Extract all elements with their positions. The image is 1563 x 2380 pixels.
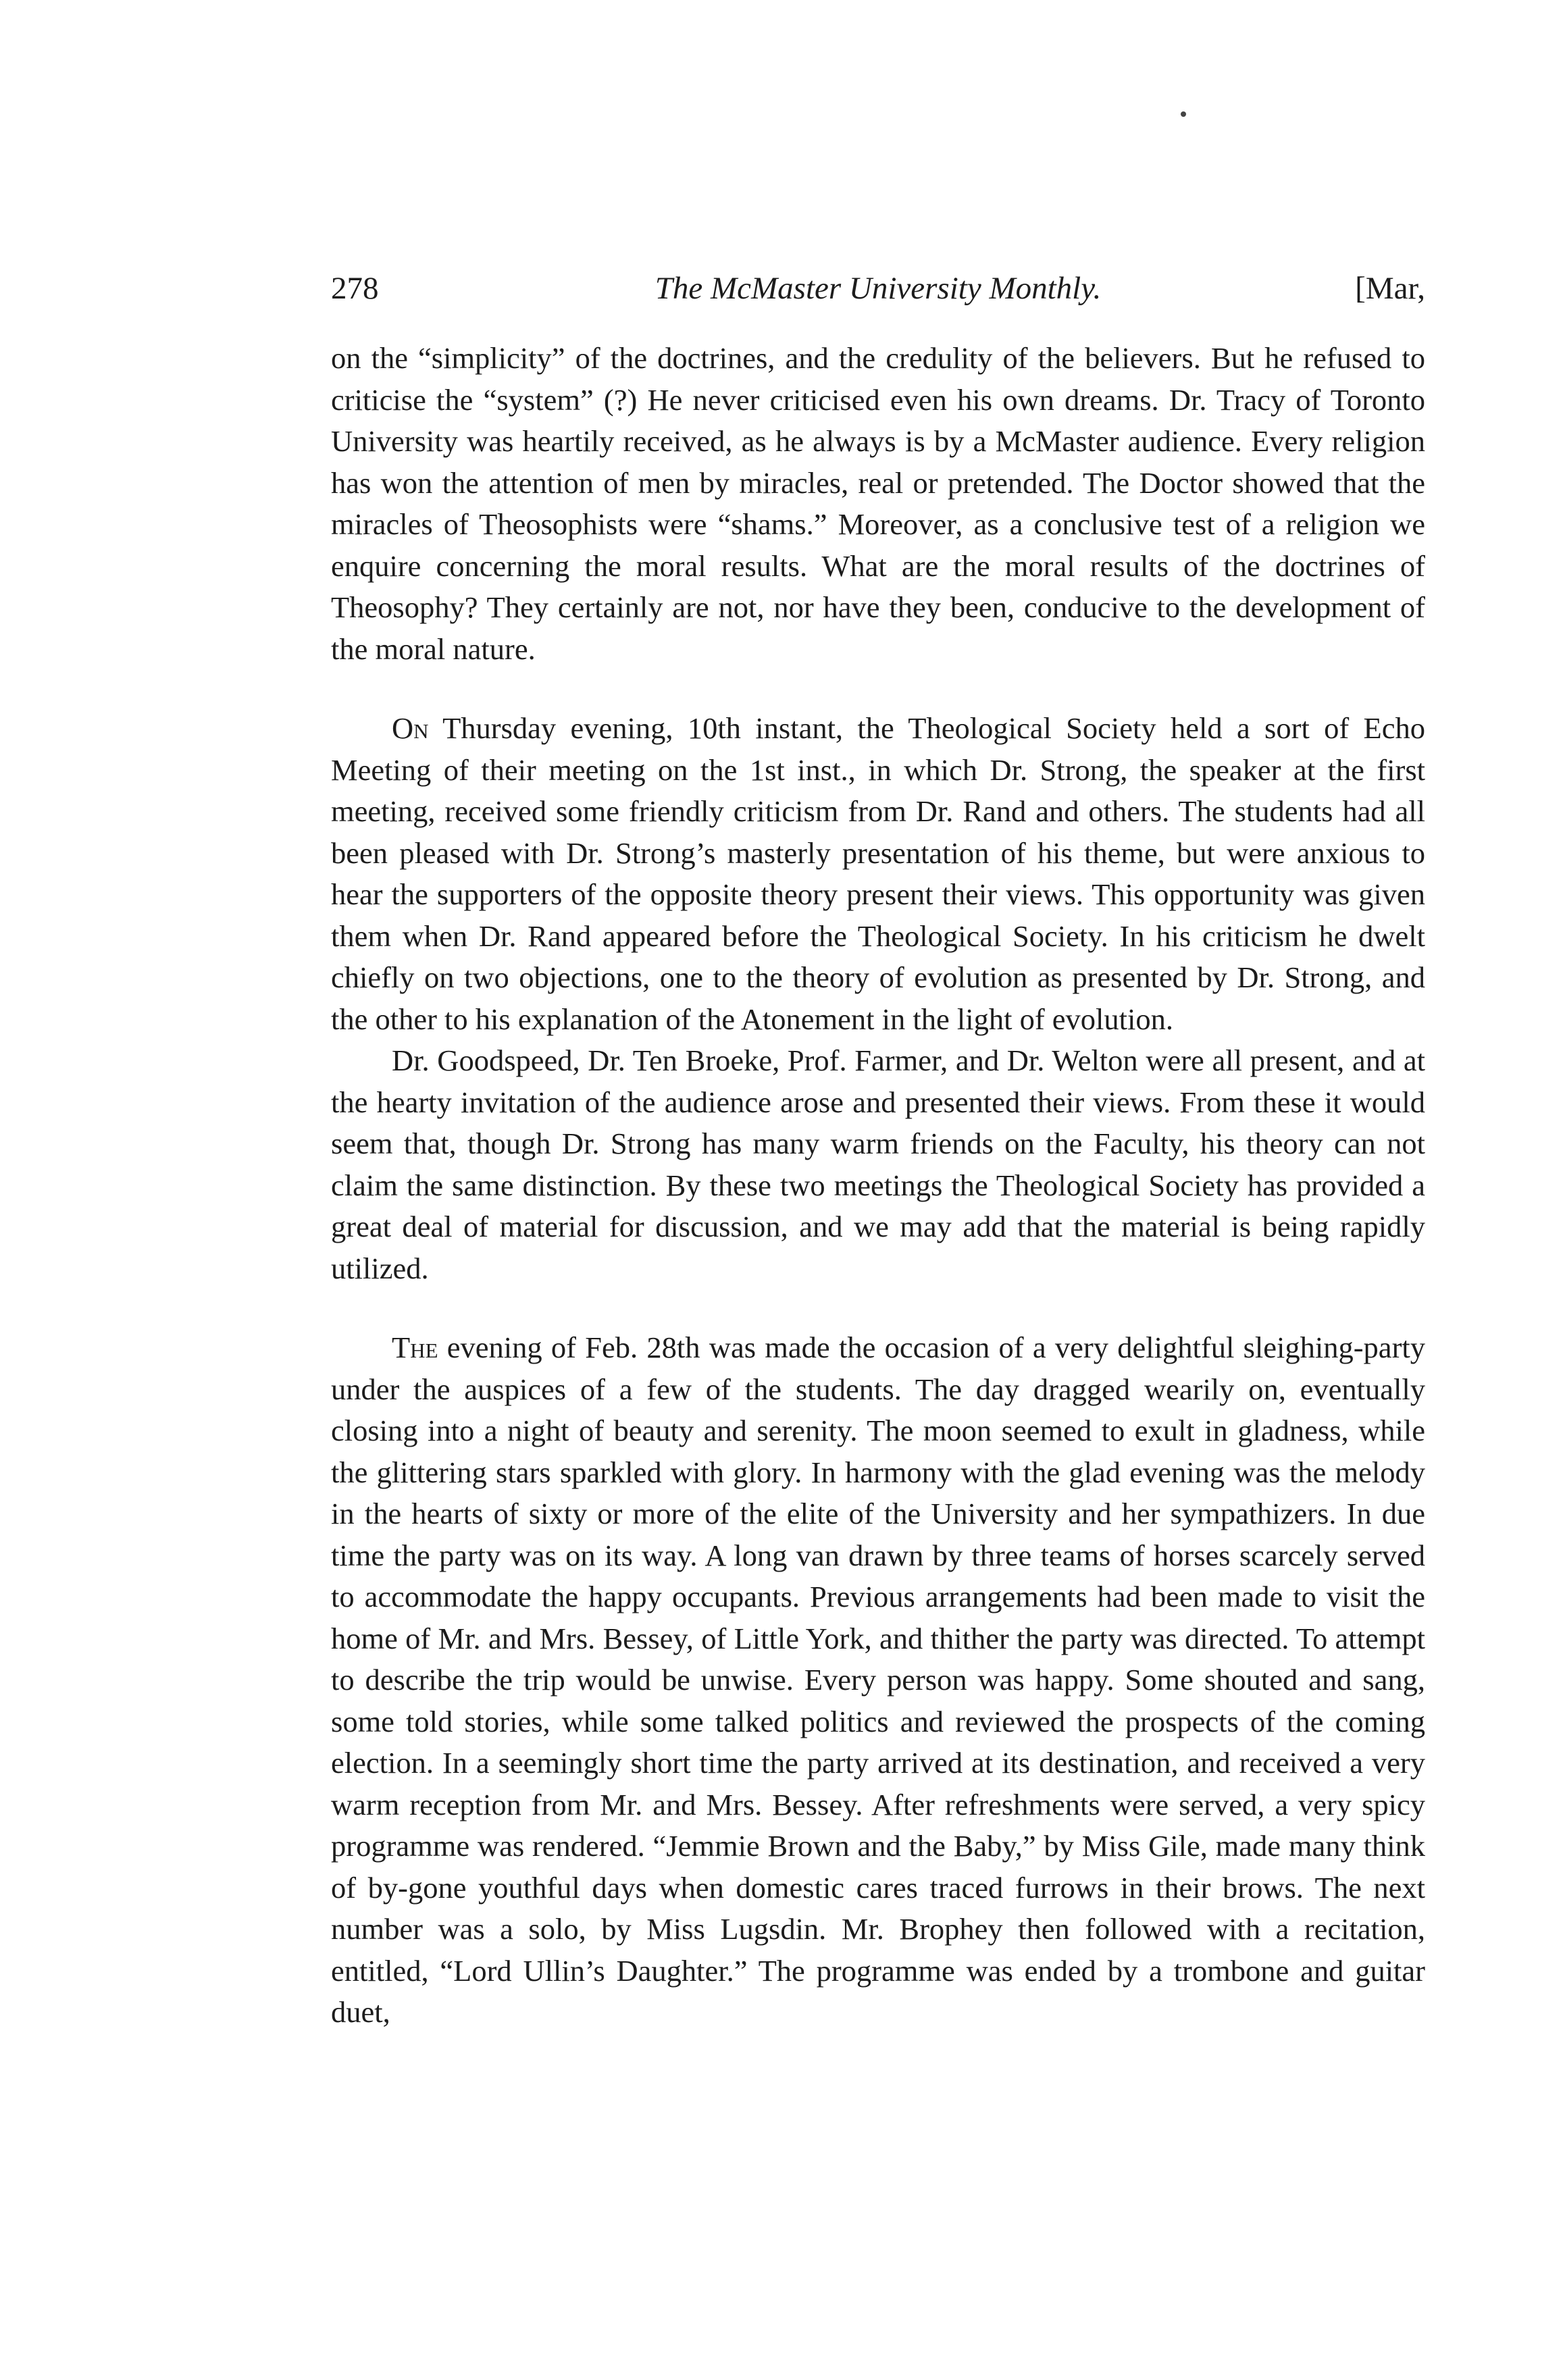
paragraph-lead: The bbox=[392, 1330, 438, 1364]
paragraph-text: evening of Feb. 28th was made the occasion of a very delightful sleighing-party under the auspices of a few of the students. The day dragged wearily on, eventually closing into a night of beauty and serenity. The moon seemed to exult in gladness, while the glittering stars sparkled with glory. In harmony with the glad evening was the melody in the hearts of sixty or more of the elite of the University and her sympathizers. In due time the party was on its way. A long van drawn by three teams of horses scarcely served to accommodate the happy occupants. Previous arrangements had been made to visit the home of Mr. and Mrs. Bessey, of Little York, and thither the party was directed. To attempt to describe the trip would be unwise. Every person was happy. Some shouted and sang, some told stories, while some talked politics and reviewed the prospects of the coming election. In a seemingly short time the party arrived at its destination, and received a very warm reception from Mr. and Mrs. Bessey. After refreshments were served, a very spicy programme was rendered. “Jemmie Brown and the Baby,” by Miss Gile, made many think of by-gone youthful days when domestic cares traced furrows in their brows. The next number was a solo, by Miss Lugsdin. Mr. Brophey then followed with a recitation, entitled, “Lord Ullin’s Daughter.” The programme was ended by a trombone and guitar duet, bbox=[331, 1330, 1425, 2029]
paragraph-faculty-views bbox=[331, 1040, 1425, 1289]
paragraph-theosophy-continued bbox=[331, 338, 1425, 670]
paragraph-lead: On bbox=[392, 711, 429, 745]
page-body bbox=[331, 270, 1425, 2034]
paragraph-text: on the “simplicity” of the doctrines, and the credulity of the believers. But he refused to criticise the “system” (?) He never criticised even his own dreams. Dr. Tracy of Toronto University was heartily received, as he always is by a McMaster audience. Every religion has won the attention of men by miracles, real or pretended. The Doctor showed that the miracles of Theosophists were “shams.” Moreover, as a conclusive test of a religion we enquire concerning the moral results. What are the moral results of the doctrines of Theosophy? They certainly are not, nor have they been, conducive to the development of the moral nature. bbox=[331, 341, 1425, 666]
paragraph-sleighing-party bbox=[331, 1327, 1425, 2034]
journal-title: The McMaster University Monthly. bbox=[655, 271, 1102, 306]
paragraph-text: Dr. Goodspeed, Dr. Ten Broeke, Prof. Farmer, and Dr. Welton were all present, and at the hearty invitation of the audience arose and presented their views. From these it would seem that, though Dr. Strong has many warm friends on the Faculty, his theory can not claim the same distinction. By these two meetings the Theological Society has provided a great deal of material for discussion, and we may add that the material is being rapidly utilized. bbox=[331, 1043, 1425, 1285]
page-number: 278 bbox=[331, 271, 379, 306]
running-head bbox=[331, 270, 1425, 338]
print-speck bbox=[1181, 111, 1186, 117]
issue-date: [Mar, bbox=[1355, 271, 1425, 306]
paragraph-theological-society bbox=[331, 708, 1425, 1040]
paragraph-text: Thursday evening, 10th instant, the Theological Society held a sort of Echo Meeting of their meeting on the 1st inst., in which Dr. Strong, the speaker at the first meeting, received some friendly criticism from Dr. Rand and others. The students had all been pleased with Dr. Strong’s masterly presentation of his theme, but were anxious to hear the supporters of the opposite theory present their views. This opportunity was given them when Dr. Rand appeared before the Theological Society. In his criticism he dwelt chiefly on two objections, one to the theory of evolution as presented by Dr. Strong, and the other to his explanation of the Atonement in the light of evolution. bbox=[331, 711, 1425, 1036]
